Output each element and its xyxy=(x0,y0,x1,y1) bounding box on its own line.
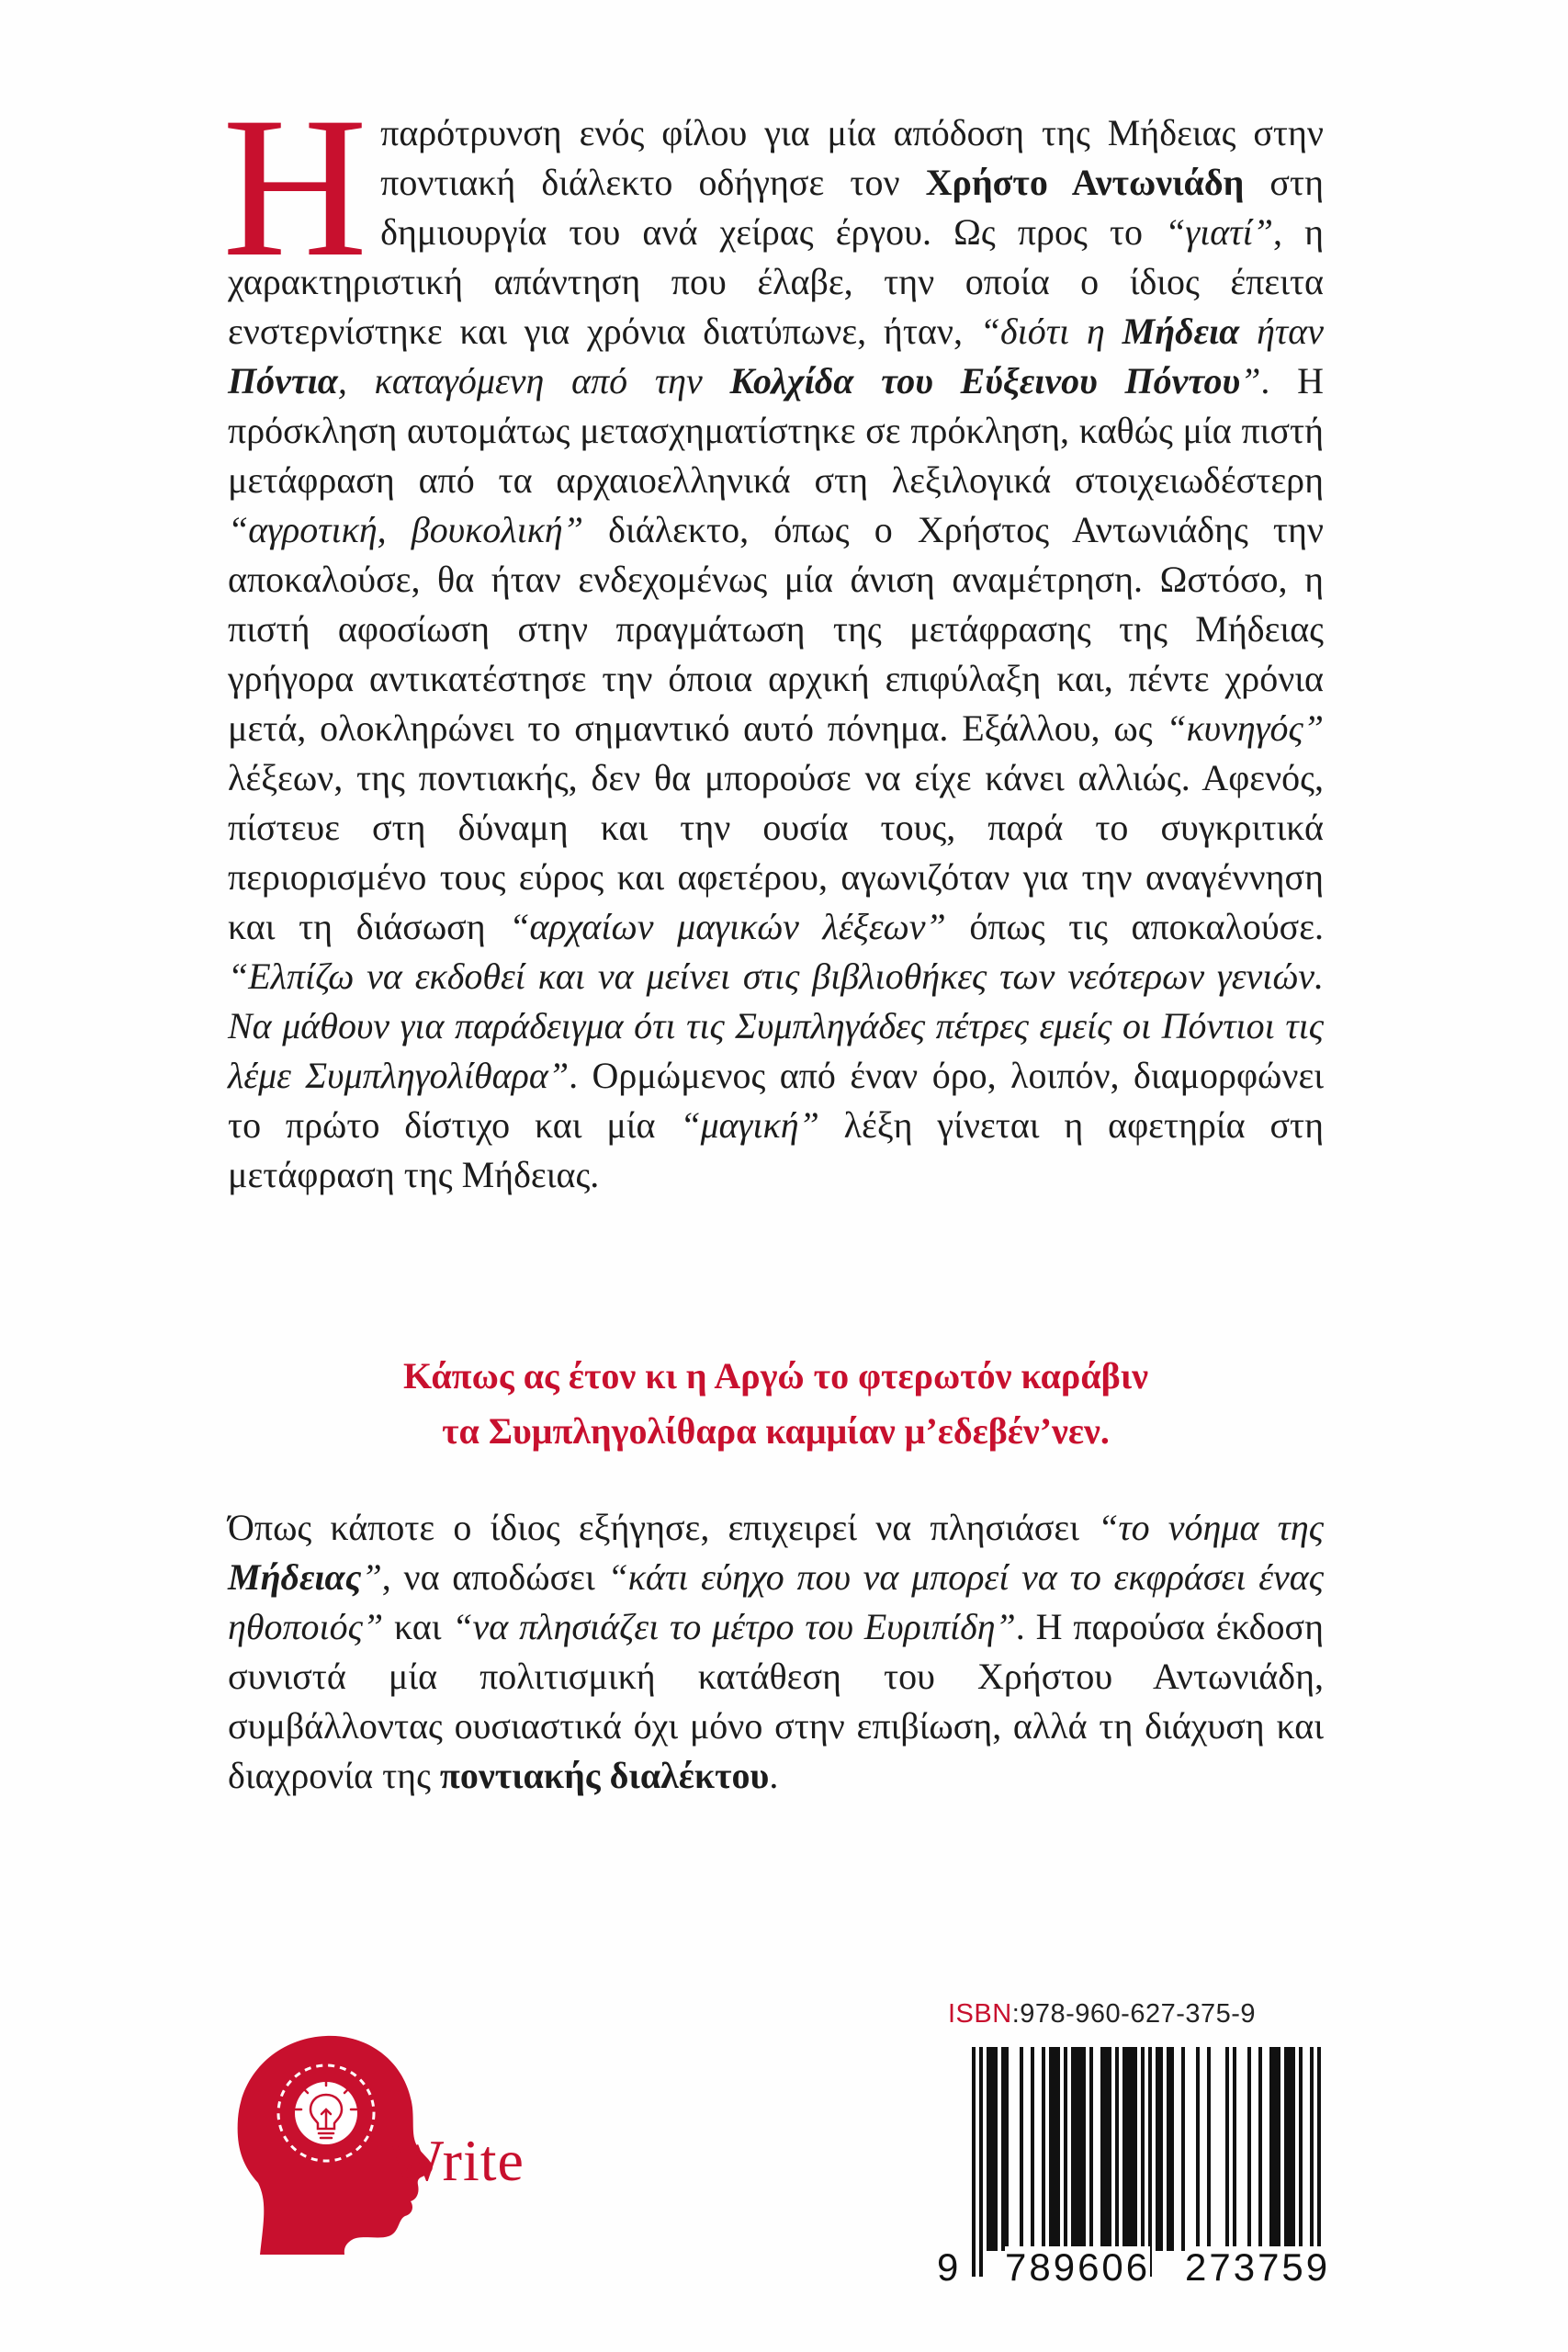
barcode-bar xyxy=(1130,2047,1134,2251)
barcode-bar xyxy=(1108,2047,1111,2251)
paragraph1-segment: . Η πρόσκληση αυτομάτως μετασχηματίστηκε σε πρόκληση, καθώς μία πιστή μετάφραση από τα αρχαιοελληνικά στη λεξιλογικά στοιχειωδέστερη xyxy=(228,360,1324,501)
barcode-bar xyxy=(1001,2047,1005,2251)
synopsis-paragraph xyxy=(222,76,1325,1200)
barcode-bar xyxy=(1078,2047,1082,2251)
publisher-name: iWrite xyxy=(371,2128,525,2193)
barcode-bar xyxy=(1053,2047,1056,2251)
paragraph1-segment: “αρχαίων μαγικών λέξεων” xyxy=(509,906,946,947)
barcode-bar xyxy=(1071,2047,1075,2251)
barcode-bar xyxy=(990,2047,994,2251)
paragraph2-segment: “κάτι εύηχο που να μπορεί να το εκφράσει ένας ηθοποιός” xyxy=(228,1556,1324,1647)
barcode-bar xyxy=(1310,2047,1314,2277)
barcode-bar xyxy=(1284,2047,1288,2251)
paragraph1-segment: . Ορμώμενος από έναν όρο, λοιπόν, διαμορφώνει το πρώτο δίστιχο και μία xyxy=(228,1055,1325,1146)
verse-line-2: τα Συμπληγολίθαρα καμμίαν μ’εδεβέν’νεν. xyxy=(442,1410,1110,1452)
barcode-bar xyxy=(994,2047,998,2251)
barcode-bar xyxy=(1273,2047,1277,2251)
paragraph1-segment: “κυνηγός” xyxy=(1166,707,1324,749)
paragraph1-segment: “διότι η xyxy=(979,311,1122,352)
barcode-bar xyxy=(1141,2047,1145,2277)
barcode-bar xyxy=(1134,2047,1137,2251)
paragraph1-segment: ” xyxy=(1240,360,1261,401)
paragraph2-segment: . xyxy=(769,1755,779,1796)
paragraph1-segment: Χρήστο Αντωνιάδη xyxy=(925,162,1245,203)
paragraph1-segment: λέξη γίνεται η αφετηρία στη μετάφραση της Μήδειας. xyxy=(228,1104,1325,1195)
barcode-bar xyxy=(1299,2047,1303,2251)
paragraph2-segment: Όπως κάποτε ο ίδιος εξήγησε, επιχειρεί να πλησιάσει xyxy=(228,1507,1099,1548)
isbn-text xyxy=(948,1999,1256,2030)
barcode-bar xyxy=(1247,2047,1251,2251)
barcode-bar xyxy=(1148,2047,1152,2277)
paragraph2-segment: ποντιακής διαλέκτου xyxy=(439,1755,770,1796)
barcode-bar xyxy=(1207,2047,1211,2251)
barcode-bar xyxy=(979,2047,983,2277)
barcode-bar xyxy=(1064,2047,1067,2251)
barcode-bar xyxy=(1233,2047,1236,2251)
verse-line-1: Κάπως ας έτον κι η Αργώ το φτερωτόν καράβιν xyxy=(403,1355,1148,1396)
drop-cap: Η xyxy=(222,76,368,299)
paragraph2-segment: ” xyxy=(361,1556,382,1598)
paragraph2-segment: Μήδειας xyxy=(228,1556,362,1598)
barcode-bar xyxy=(1181,2047,1185,2251)
barcode-bar xyxy=(1005,2047,1009,2251)
barcode-bar xyxy=(1159,2047,1163,2251)
barcode-bar xyxy=(1126,2047,1130,2251)
main-text-block xyxy=(222,76,1325,1200)
paragraph1-segment: , η χαρακτηριστική απάντηση που έλαβε, την οποία ο ίδιος έπειτα ενστερνίστηκε και για χρόνια διατύπωνε, ήταν, xyxy=(228,211,1324,352)
paragraph2-segment: “το νόημα της xyxy=(1098,1507,1324,1548)
barcode-bar xyxy=(1288,2047,1292,2251)
barcode-bar xyxy=(1082,2047,1086,2251)
paragraph1-segment: παρότρυνση ενός φίλου για μία απόδοση της Μήδειας στην ποντιακή διάλεκτο οδήγησε τον xyxy=(380,112,1324,203)
barcode-bar xyxy=(1292,2047,1295,2251)
paragraph1-segment: λέξεων, της ποντιακής, δεν θα μπορούσε να είχε κάνει αλλιώς. Αφενός, πίστευε στη δύναμη και την ουσία τους, παρά το συγκριτικά περιορισμένο τους εύρος και αφετέρου, αγωνιζόταν για την αναγέννηση και τη διάσωση xyxy=(228,757,1324,947)
barcode-bar xyxy=(1156,2047,1159,2251)
paragraph1-segment: στη δημιουργία του ανά χείρας έργου. Ως προς το xyxy=(380,162,1324,253)
barcode-bar xyxy=(1269,2047,1273,2251)
barcode-bar xyxy=(1100,2047,1104,2251)
barcode-bar xyxy=(1031,2047,1034,2251)
barcode-bar xyxy=(1277,2047,1280,2251)
paragraph1-segment: Πόντια xyxy=(228,360,338,401)
paragraph1-segment: όπως τις αποκαλούσε. xyxy=(945,906,1325,947)
barcode-bar xyxy=(1104,2047,1108,2251)
barcode-bar xyxy=(972,2047,976,2277)
barcode-bar xyxy=(1258,2047,1262,2251)
paragraph1-segment: “Ελπίζω να εκδοθεί και να μείνει στις βιβλιοθήκες των νεότερων γενιών. Να μάθουν για παράδειγμα ότι τις Συμπληγάδες πέτρες εμείς οι Πόντιοι τις λέμε Συμπληγολίθαρα” xyxy=(228,956,1324,1096)
isbn-number: :978-960-627-375-9 xyxy=(1011,1999,1257,2029)
paragraph1-segment: Κολχίδα του Εύξεινου Πόντου xyxy=(729,360,1241,401)
barcode-bar xyxy=(1049,2047,1053,2251)
paragraph2-segment: “να πλησιάζει το μέτρο του Ευριπίδη” xyxy=(452,1606,1016,1647)
barcode-bar xyxy=(1317,2047,1321,2277)
paragraph1-segment: “γιατί” xyxy=(1165,211,1273,253)
paragraph1-segment: , καταγόμενη από την xyxy=(337,360,730,401)
barcode-bar xyxy=(1089,2047,1093,2251)
paragraph1-segment: Μήδεια xyxy=(1122,311,1240,352)
paragraph2-segment: , να αποδώσει xyxy=(381,1556,608,1598)
barcode-bar xyxy=(1170,2047,1174,2251)
barcode-bar xyxy=(1042,2047,1045,2251)
verse-couplet xyxy=(228,1349,1324,1459)
paragraph1-segment: ήταν xyxy=(1239,311,1324,352)
paragraph2-segment: και xyxy=(383,1606,453,1647)
paragraph1-segment: διάλεκτο, όπως ο Χρήστος Αντωνιάδης την αποκαλούσε, θα ήταν ενδεχομένως μία άνιση αναμέτρηση. Ωστόσο, η πιστή αφοσίωση στην πραγμάτωση της μετάφρασης της Μήδειας γρήγορα αντικατέστησε την όποια αρχική επιφύλαξη και, πέντε χρόνια μετά, ολοκληρώνει το σημαντικό αυτό πόνημα. Εξάλλου, ως xyxy=(228,509,1325,749)
barcode-bar xyxy=(1225,2047,1229,2251)
isbn-label: ISBN xyxy=(948,1999,1012,2029)
barcode-bar xyxy=(1167,2047,1170,2251)
barcode-digit-prefix: 9 xyxy=(937,2245,959,2289)
barcode-bar xyxy=(1020,2047,1023,2251)
barcode-bar xyxy=(1115,2047,1119,2251)
closing-paragraph xyxy=(228,1503,1324,1801)
barcode-digits-left: 789606 xyxy=(1005,2245,1151,2289)
barcode-bar xyxy=(1196,2047,1200,2251)
paragraph2-segment: . Η παρούσα έκδοση συνιστά μία πολιτισμική κατάθεση του Χρήστου Αντωνιάδη, συμβάλλοντας ουσιαστικά όχι μόνο στην επιβίωση, αλλά τη διάχυση και διαχρονία της xyxy=(228,1606,1324,1796)
second-text-block xyxy=(228,1503,1324,1801)
paragraph1-segment: “μαγική” xyxy=(680,1104,819,1146)
barcode-bar xyxy=(1056,2047,1060,2251)
paragraph1-segment: “αγροτική, βουκολική” xyxy=(228,509,584,550)
barcode-digits-right: 273759 xyxy=(1185,2245,1331,2289)
barcode-bar xyxy=(1075,2047,1078,2251)
barcode-bar xyxy=(1122,2047,1126,2251)
barcode-bar xyxy=(987,2047,990,2251)
